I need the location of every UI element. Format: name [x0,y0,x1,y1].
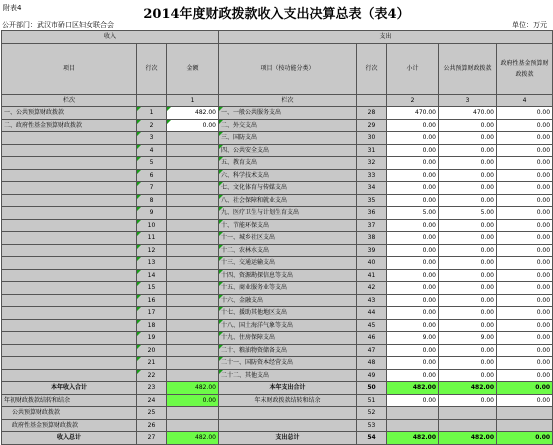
expense-line: 33 [357,169,387,182]
expense-public: 0.00 [439,219,497,232]
expense-subtotal: 0.00 [387,144,439,157]
income-amount [167,269,219,282]
expense-item: 二、外交支出 [219,119,357,132]
grand-income-amount: 482.00 [167,432,219,445]
income-item [2,257,137,270]
income-item [2,244,137,257]
expense-item: 十、节能环保支出 [219,219,357,232]
expense-public: 0.00 [439,294,497,307]
expense-fund: 0.00 [497,107,553,120]
expense-subtotal: 0.00 [387,119,439,132]
expense-subtotal: 0.00 [387,182,439,195]
income-amount [167,232,219,245]
income-item [2,169,137,182]
income-line: 2 [137,119,167,132]
blank-cell [439,407,497,420]
column-header-row [2,43,553,94]
carry-amount: 0.00 [167,394,219,407]
end-label: 年末财政拨款结转和结余 [219,394,357,407]
table-row [2,182,553,195]
col-item: 项目 [2,43,137,94]
income-amount [167,244,219,257]
expense-public: 0.00 [439,369,497,382]
index-blank [137,94,167,107]
table-row [2,282,553,295]
expense-subtotal: 0.00 [387,369,439,382]
table-row [2,332,553,345]
income-line: 10 [137,219,167,232]
expense-item: 十一、城乡社区支出 [219,232,357,245]
expense-subtotal: 9.00 [387,332,439,345]
index-row [2,94,553,107]
grand-expense-fund: 0.00 [497,432,553,445]
expense-total-fund: 0.00 [497,382,553,395]
expense-fund: 0.00 [497,257,553,270]
section-header-row [2,31,553,44]
income-total-line: 23 [137,382,167,395]
income-item [2,232,137,245]
blank-cell [497,419,553,432]
expense-item: 十二、农林水支出 [219,244,357,257]
report-title: 2014年度财政拨款收入支出决算总表（表4） [143,7,410,22]
table-row [2,232,553,245]
expense-fund: 0.00 [497,219,553,232]
table-row [2,144,553,157]
blank-cell [497,407,553,420]
expense-fund: 0.00 [497,144,553,157]
expense-item: 十九、住房保障支出 [219,332,357,345]
income-item [2,207,137,220]
table-row [2,357,553,370]
expense-line: 30 [357,132,387,145]
expense-public: 0.00 [439,232,497,245]
expense-fund: 0.00 [497,319,553,332]
expense-section-header: 支出 [219,31,553,44]
expense-line: 42 [357,282,387,295]
carry-fund-row [2,419,553,432]
expense-fund: 0.00 [497,182,553,195]
expense-line: 38 [357,232,387,245]
index-public: 3 [439,94,497,107]
carry-row [2,394,553,407]
index-subtotal: 2 [387,94,439,107]
income-item [2,307,137,320]
table-row [2,319,553,332]
table-row [2,307,553,320]
currency-label: 单位：万元 [512,21,547,29]
income-item: 一、公共预算财政拨款 [2,107,137,120]
income-item [2,369,137,382]
expense-public: 0.00 [439,319,497,332]
income-line: 6 [137,169,167,182]
carry-fund-label: 政府性基金预算财政拨款 [2,419,137,432]
grand-expense-subtotal: 482.00 [387,432,439,445]
income-line: 13 [137,257,167,270]
expense-line: 28 [357,107,387,120]
blank-cell [219,407,357,420]
expense-line: 49 [357,369,387,382]
income-total-label: 本年收入合计 [2,382,137,395]
budget-summary-table [1,30,553,445]
carry-label: 年初财政拨款结转和结余 [2,394,137,407]
expense-public: 0.00 [439,307,497,320]
income-line: 12 [137,244,167,257]
expense-fund: 0.00 [497,357,553,370]
income-amount [167,319,219,332]
expense-subtotal: 0.00 [387,269,439,282]
index-label-left: 栏次 [2,94,137,107]
income-amount [167,357,219,370]
expense-item: 二十、粮油物资储备支出 [219,344,357,357]
expense-fund: 0.00 [497,369,553,382]
income-line: 21 [137,357,167,370]
expense-fund: 0.00 [497,294,553,307]
income-amount [167,344,219,357]
table-row [2,119,553,132]
income-amount [167,369,219,382]
expense-fund: 0.00 [497,344,553,357]
grand-income-line: 27 [137,432,167,445]
income-amount [167,144,219,157]
expense-public: 5.00 [439,207,497,220]
col-fund-budget: 政府性基金预算财政拨款 [497,43,553,94]
expense-item: 二十一、国防资本经营支出 [219,357,357,370]
expense-total-label: 本年支出合计 [219,382,357,395]
expense-item: 九、医疗卫生与计划生育支出 [219,207,357,220]
expense-line: 35 [357,194,387,207]
index-blank-right [357,94,387,107]
end-line: 51 [357,394,387,407]
grand-expense-public: 482.00 [439,432,497,445]
expense-public: 0.00 [439,269,497,282]
expense-line: 32 [357,157,387,170]
carry-fund-amount [167,419,219,432]
expense-line: 39 [357,244,387,257]
income-line: 9 [137,207,167,220]
expense-subtotal: 0.00 [387,257,439,270]
income-line: 20 [137,344,167,357]
expense-subtotal: 0.00 [387,357,439,370]
expense-fund: 0.00 [497,132,553,145]
income-section-header: 收入 [2,31,219,44]
carry-public-label: 公共预算财政拨款 [2,407,137,420]
expense-public: 0.00 [439,144,497,157]
table-row [2,219,553,232]
income-amount [167,132,219,145]
income-item [2,332,137,345]
income-line: 5 [137,157,167,170]
expense-item: 三、国防支出 [219,132,357,145]
table-row [2,107,553,120]
expense-line: 40 [357,257,387,270]
expense-public: 0.00 [439,182,497,195]
expense-line: 37 [357,219,387,232]
grand-expense-label: 支出总计 [219,432,357,445]
col-amount: 金额 [167,43,219,94]
index-label-right: 栏次 [219,94,357,107]
col-line: 行次 [137,43,167,94]
income-item [2,182,137,195]
expense-line: 48 [357,357,387,370]
grand-total-row [2,432,553,445]
expense-subtotal: 0.00 [387,169,439,182]
index-fund: 4 [497,94,553,107]
table-row [2,257,553,270]
department-label: 公开部门：武汉市硚口区妇女联合会 [2,21,114,29]
expense-item: 十四、资源勘探信息等支出 [219,269,357,282]
end-public: 0.00 [439,394,497,407]
expense-fund: 0.00 [497,169,553,182]
table-row [2,369,553,382]
col-exp-item: 项目（按功能分类） [219,43,357,94]
carry-public-row [2,407,553,420]
income-line: 19 [137,332,167,345]
income-amount: 0.00 [167,119,219,132]
income-item [2,194,137,207]
income-item [2,294,137,307]
table-row [2,294,553,307]
income-item [2,357,137,370]
expense-item: 六、科学技术支出 [219,169,357,182]
income-line: 14 [137,269,167,282]
expense-line: 29 [357,119,387,132]
expense-public: 0.00 [439,257,497,270]
income-line: 1 [137,107,167,120]
table-row [2,344,553,357]
expense-item: 一、一般公共服务支出 [219,107,357,120]
expense-fund: 0.00 [497,332,553,345]
expense-fund: 0.00 [497,119,553,132]
table-row [2,157,553,170]
expense-line: 36 [357,207,387,220]
expense-subtotal: 0.00 [387,194,439,207]
expense-subtotal: 470.00 [387,107,439,120]
expense-public: 0.00 [439,157,497,170]
income-line: 8 [137,194,167,207]
income-amount [167,282,219,295]
expense-item: 十三、交通运输支出 [219,257,357,270]
expense-public: 0.00 [439,357,497,370]
income-item [2,157,137,170]
carry-public-line: 25 [137,407,167,420]
expense-subtotal: 0.00 [387,232,439,245]
expense-public: 0.00 [439,194,497,207]
expense-subtotal: 0.00 [387,244,439,257]
income-amount [167,207,219,220]
income-amount [167,182,219,195]
expense-line: 41 [357,269,387,282]
expense-public: 0.00 [439,119,497,132]
blank-cell [387,419,439,432]
expense-item: 七、文化体育与传媒支出 [219,182,357,195]
expense-fund: 0.00 [497,157,553,170]
income-amount [167,307,219,320]
expense-fund: 0.00 [497,232,553,245]
expense-line: 43 [357,294,387,307]
table-row [2,244,553,257]
expense-subtotal: 0.00 [387,344,439,357]
expense-item: 十七、援助其他地区支出 [219,307,357,320]
expense-fund: 0.00 [497,194,553,207]
end-subtotal: 0.00 [387,394,439,407]
expense-line: 34 [357,182,387,195]
income-line: 22 [137,369,167,382]
table-row [2,269,553,282]
expense-subtotal: 0.00 [387,319,439,332]
expense-item: 五、教育支出 [219,157,357,170]
expense-fund: 0.00 [497,207,553,220]
table-row [2,132,553,145]
grand-income-label: 收入总计 [2,432,137,445]
income-line: 18 [137,319,167,332]
blank-line-2: 53 [357,419,387,432]
income-amount [167,169,219,182]
carry-line: 24 [137,394,167,407]
expense-public: 0.00 [439,132,497,145]
expense-public: 9.00 [439,332,497,345]
expense-line: 46 [357,332,387,345]
expense-item: 四、公共安全支出 [219,144,357,157]
expense-fund: 0.00 [497,282,553,295]
income-line: 16 [137,294,167,307]
col-subtotal: 小计 [387,43,439,94]
expense-item: 八、社会保障和就业支出 [219,194,357,207]
expense-total-public: 482.00 [439,382,497,395]
income-line: 11 [137,232,167,245]
expense-line: 45 [357,319,387,332]
income-amount [167,294,219,307]
blank-cell [439,419,497,432]
expense-line: 31 [357,144,387,157]
income-item [2,269,137,282]
blank-cell [387,407,439,420]
income-item [2,344,137,357]
income-total-amount: 482.00 [167,382,219,395]
expense-line: 44 [357,307,387,320]
table-row [2,169,553,182]
expense-subtotal: 0.00 [387,307,439,320]
income-line: 4 [137,144,167,157]
income-item [2,319,137,332]
expense-total-line: 50 [357,382,387,395]
income-amount [167,257,219,270]
expense-item: 二十二、其他支出 [219,369,357,382]
income-line: 7 [137,182,167,195]
expense-item: 十五、商业服务业等支出 [219,282,357,295]
carry-public-amount [167,407,219,420]
expense-public: 0.00 [439,282,497,295]
expense-subtotal: 0.00 [387,132,439,145]
income-item [2,282,137,295]
expense-total-subtotal: 482.00 [387,382,439,395]
col-exp-line: 行次 [357,43,387,94]
income-line: 17 [137,307,167,320]
income-amount [167,157,219,170]
expense-fund: 0.00 [497,244,553,257]
income-amount: 482.00 [167,107,219,120]
grand-expense-line: 54 [357,432,387,445]
blank-cell [219,419,357,432]
expense-public: 0.00 [439,244,497,257]
income-line: 3 [137,132,167,145]
table-row [2,194,553,207]
income-amount [167,332,219,345]
expense-subtotal: 5.00 [387,207,439,220]
income-item: 二、政府性基金预算财政拨款 [2,119,137,132]
expense-item: 十八、国土海洋气象等支出 [219,319,357,332]
expense-subtotal: 0.00 [387,294,439,307]
income-line: 15 [137,282,167,295]
end-fund: 0.00 [497,394,553,407]
expense-subtotal: 0.00 [387,157,439,170]
expense-public: 0.00 [439,344,497,357]
income-item [2,144,137,157]
index-amount: 1 [167,94,219,107]
expense-subtotal: 0.00 [387,219,439,232]
expense-subtotal: 0.00 [387,282,439,295]
income-amount [167,219,219,232]
carry-fund-line: 26 [137,419,167,432]
expense-fund: 0.00 [497,269,553,282]
income-item [2,132,137,145]
income-amount [167,194,219,207]
table-row [2,207,553,220]
income-item [2,219,137,232]
expense-item: 十六、金融支出 [219,294,357,307]
expense-public: 470.00 [439,107,497,120]
expense-line: 47 [357,344,387,357]
corner-label: 附表4 [3,4,22,12]
col-public-budget: 公共预算财政拨款 [439,43,497,94]
expense-fund: 0.00 [497,307,553,320]
blank-line: 52 [357,407,387,420]
total-row [2,382,553,395]
expense-public: 0.00 [439,169,497,182]
